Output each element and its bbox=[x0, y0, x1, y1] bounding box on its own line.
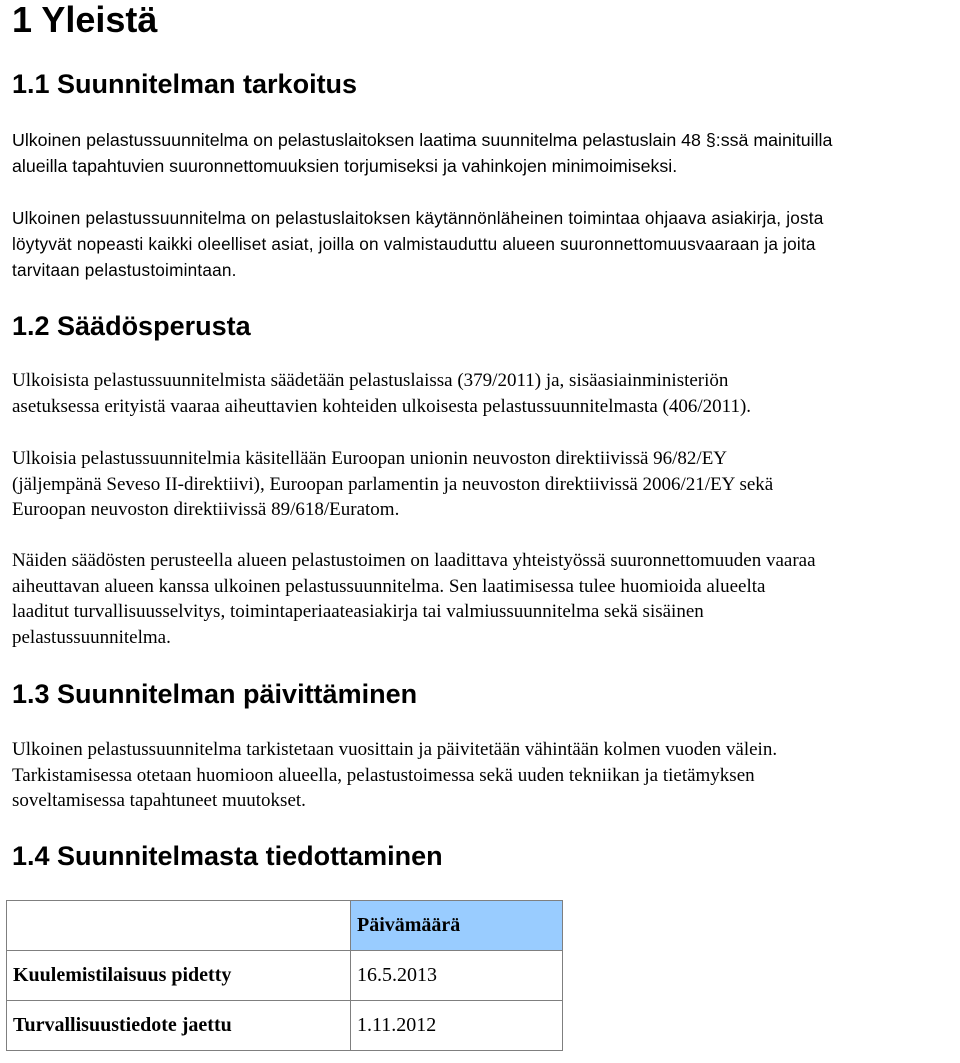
paragraph-line: Tarkistamisessa otetaan huomioon alueella, pelastustoimessa sekä uuden tekniikan ja tietämyksen bbox=[12, 764, 755, 786]
paragraph-line: laaditut turvallisuusselvitys, toimintaperiaateasiakirja tai valmiussuunnitelma sekä sisäinen bbox=[12, 601, 704, 622]
paragraph-line: pelastussuunnitelma. bbox=[12, 626, 171, 648]
paragraph-line: alueilla tapahtuvien suuronnettomuuksien torjumiseksi ja vahinkojen minimoimiseksi. bbox=[12, 155, 678, 176]
section-title-1: 1 Yleistä bbox=[12, 0, 158, 40]
table-row bbox=[7, 1001, 563, 1051]
paragraph-line: Euroopan neuvoston direktiivissä 89/618/Euratom. bbox=[12, 499, 400, 520]
paragraph-legal-basis-2 bbox=[12, 446, 957, 523]
table-header-date: Päivämäärä bbox=[351, 901, 563, 951]
table-row-label: Turvallisuustiedote jaettu bbox=[7, 1001, 351, 1051]
paragraph-line: soveltamisessa tapahtuneet muutokset. bbox=[12, 790, 306, 811]
table-row-date: 1.11.2012 bbox=[351, 1001, 563, 1051]
paragraph-line: asetuksessa erityistä vaaraa aiheuttavien kohteiden ulkoisesta pelastussuunnitelmasta (406/2011). bbox=[12, 395, 752, 417]
paragraph-line: Ulkoisia pelastussuunnitelmia käsitellään Euroopan unionin neuvoston direktiivissä 96/82/EY bbox=[12, 448, 728, 469]
table-row bbox=[7, 951, 563, 1001]
paragraph-line: Näiden säädösten perusteella alueen pelastustoimen on laadittava yhteistyössä suuronnettomuuden vaaraa bbox=[12, 550, 816, 571]
section-title-1-4: 1.4 Suunnitelmasta tiedottaminen bbox=[12, 841, 443, 871]
table-header-empty-cell bbox=[7, 901, 351, 951]
communication-table bbox=[6, 900, 563, 1051]
paragraph-line: Ulkoinen pelastussuunnitelma on pelastuslaitoksen käytännönläheinen toimintaa ohjaava asiakirja, josta bbox=[12, 208, 824, 228]
paragraph-line: löytyvät nopeasti kaikki oleelliset asiat, joilla on valmistauduttu alueen suuronnettomuusvaaraan ja joita bbox=[12, 234, 816, 254]
section-title-1-3: 1.3 Suunnitelman päivittäminen bbox=[12, 679, 418, 709]
paragraph-purpose-1 bbox=[12, 128, 957, 179]
paragraph-line: aiheuttavan alueen kanssa ulkoinen pelastussuunnitelma. Sen laatimisessa tulee huomioida alueelta bbox=[12, 575, 766, 597]
paragraph-update bbox=[12, 737, 957, 814]
paragraph-line: Ulkoisista pelastussuunnitelmista säädetään pelastuslaissa (379/2011) ja, sisäasiainministeriön bbox=[12, 370, 729, 391]
paragraph-legal-basis-3 bbox=[12, 548, 957, 650]
paragraph-line: (jäljempänä Seveso II-direktiivi), Euroopan parlamentin ja neuvoston direktiivissä 2006/21/EY sekä bbox=[12, 473, 774, 495]
table-row-date: 16.5.2013 bbox=[351, 951, 563, 1001]
paragraph-line: tarvitaan pelastustoimintaan. bbox=[12, 260, 237, 280]
paragraph-line: Ulkoinen pelastussuunnitelma tarkistetaan vuosittain ja päivitetään vähintään kolmen vuoden välein. bbox=[12, 739, 778, 760]
paragraph-line: Ulkoinen pelastussuunnitelma on pelastuslaitoksen laatima suunnitelma pelastuslain 48 §:ssä mainituilla bbox=[12, 130, 833, 150]
table-header-row bbox=[7, 901, 563, 951]
section-title-1-1: 1.1 Suunnitelman tarkoitus bbox=[12, 69, 358, 99]
paragraph-purpose-2 bbox=[12, 205, 957, 283]
paragraph-legal-basis-1 bbox=[12, 368, 957, 419]
section-title-1-2: 1.2 Säädösperusta bbox=[12, 311, 251, 341]
table-row-label: Kuulemistilaisuus pidetty bbox=[7, 951, 351, 1001]
